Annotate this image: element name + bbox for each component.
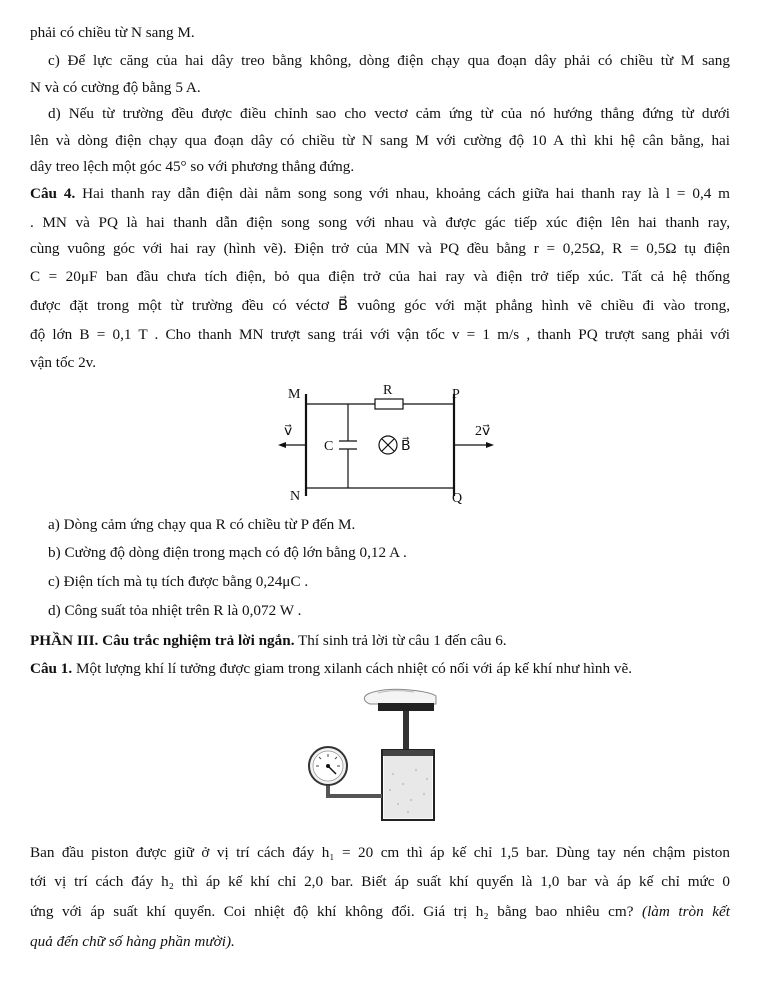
option-c: c) Điện tích mà tụ tích được bằng 0,24μC . [48, 573, 309, 590]
question-1-line: tới vị trí cách đáy h₂ thì áp kế khí chỉ 2,0 bar. Biết áp suất khí quyển là 1,0 bar và áp kế chỉ mức 0 [30, 873, 730, 890]
piston-gauge-diagram [298, 684, 468, 824]
rounding-note: (làm tròn kết [642, 903, 731, 920]
option-c-line: N và có cường độ bằng 5 A. [30, 79, 201, 96]
question-text: Một lượng khí lí tưởng được giam trong xilanh cách nhiệt có nối với áp kế khí như hình vẽ. [72, 660, 633, 677]
option-d-line: d) Nếu từ trường đều được điều chỉnh sao cho vectơ cảm ứng từ của nó hướng thẳng đứng từ dưới [48, 105, 730, 122]
label-m: M [288, 387, 301, 402]
part-3-heading [30, 630, 730, 652]
question-4-line: cùng vuông góc với hai ray (hình vẽ). Điện trở của MN và PQ đều bằng r = 0,25Ω, R = 0,5Ω tụ điện [30, 240, 730, 257]
option-a: a) Dòng cảm ứng chạy qua R có chiều từ P đến M. [48, 516, 356, 533]
label-c: C [324, 439, 334, 454]
resistor-r [375, 399, 403, 409]
option-d: d) Công suất tỏa nhiệt trên R là 0,072 W . [48, 602, 302, 619]
label-p: P [452, 387, 460, 402]
question-label: Câu 4. [30, 185, 76, 202]
question-4-line: vận tốc 2v. [30, 354, 97, 371]
label-q: Q [452, 491, 463, 506]
piston-rod [403, 711, 409, 755]
question-1-line [30, 901, 730, 923]
option-d-line: lên và dòng điện chạy qua đoạn dây có chiều từ N sang M với cường độ 10 A thì khi hệ cân bằng, hai [30, 132, 730, 149]
question-4-line: độ lớn B = 0,1 T . Cho thanh MN trượt sang trái với vận tốc v = 1 m/s , thanh PQ trượt sang phải với [30, 326, 730, 343]
text-line: phải có chiều từ N sang M. [30, 24, 195, 41]
label-2v: 2v⃗ [475, 424, 491, 439]
label-r: R [383, 383, 393, 398]
option-b: b) Cường độ dòng điện trong mạch có độ lớn bằng 0,12 A . [48, 544, 407, 561]
section-heading: PHẦN III. Câu trắc nghiệm trả lời ngắn. [30, 632, 295, 649]
circuit-diagram [270, 382, 510, 510]
question-text: ứng với áp suất khí quyển. Coi nhiệt độ khí không đổi. Giá trị h₂ bằng bao nhiêu cm? [30, 903, 643, 920]
label-n: N [290, 489, 301, 504]
option-d-line: dây treo lệch một góc 45° so với phương thẳng đứng. [30, 158, 355, 175]
gas-region [384, 754, 432, 818]
hand-shape [364, 689, 436, 704]
rounding-note: quả đến chữ số hàng phần mười). [30, 933, 235, 950]
option-c-line: c) Để lực căng của hai dây treo bằng không, dòng điện chạy qua đoạn dây phải có chiều từ M sang [48, 52, 730, 69]
question-4-line: được đặt trong một từ trường đều có véctơ B⃗ vuông góc với mặt phẳng hình vẽ chiều đi vào trong, [30, 297, 730, 314]
question-4-line [30, 183, 730, 205]
piston-handle [378, 703, 434, 711]
section-instructions: Thí sinh trả lời từ câu 1 đến câu 6. [294, 632, 507, 649]
question-label: Câu 1. [30, 660, 73, 677]
question-4-line: C = 20μF ban đầu chưa tích điện, bỏ qua điện trở của hai ray và điện trở tiếp xúc. Tất cả hệ thống [30, 268, 730, 285]
question-4-line: . MN và PQ là hai thanh dẫn điện song song với nhau và được gác tiếp xúc điện lên hai thanh ray, [30, 214, 730, 231]
label-v: v⃗ [284, 424, 293, 439]
connecting-pipe [328, 784, 382, 796]
question-1-line [30, 658, 730, 680]
question-1-line: Ban đầu piston được giữ ở vị trí cách đáy h₁ = 20 cm thì áp kế chỉ 1,5 bar. Dùng tay nén chậm piston [30, 844, 730, 861]
question-text: Hai thanh ray dẫn điện dài nằm song song với nhau, khoảng cách giữa hai thanh ray là l = 0,4 m [75, 185, 730, 202]
label-b: B⃗ [401, 439, 411, 454]
piston-plate [383, 750, 433, 756]
